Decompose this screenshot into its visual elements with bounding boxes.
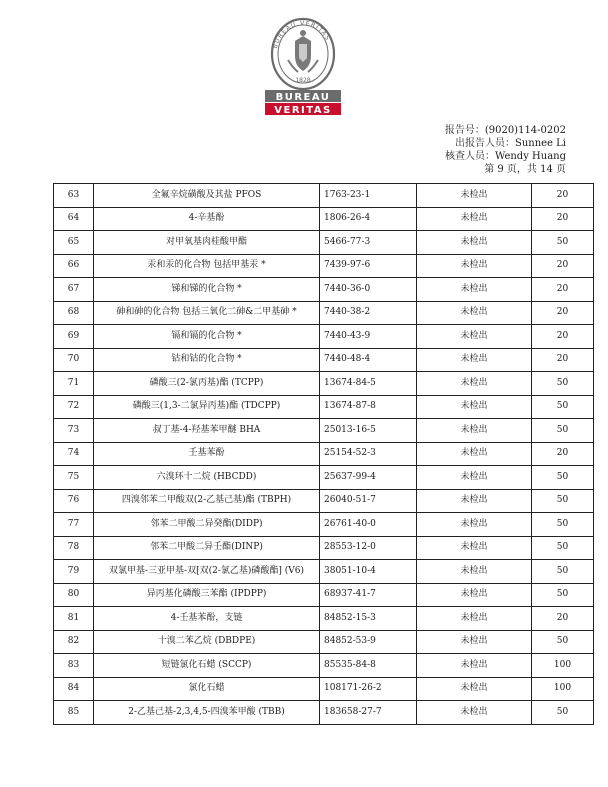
limit-value: 50 <box>532 536 594 560</box>
substance-name: 锑和锑的化合物 * <box>94 278 320 302</box>
issued-by: 出报告人员：Sunnee Li <box>454 138 566 149</box>
cas-number: 85535-84-8 <box>320 654 417 678</box>
table-row <box>54 677 594 701</box>
item-number: 75 <box>54 466 94 490</box>
test-result: 未检出 <box>417 207 532 231</box>
item-number: 64 <box>54 207 94 231</box>
item-number: 81 <box>54 607 94 631</box>
test-result: 未检出 <box>417 231 532 255</box>
limit-value: 50 <box>532 630 594 654</box>
item-number: 84 <box>54 677 94 701</box>
test-result: 未检出 <box>417 701 532 725</box>
limit-value: 20 <box>532 607 594 631</box>
table-row <box>54 372 594 396</box>
report-header-info <box>445 124 566 176</box>
table-row <box>54 513 594 537</box>
cas-number: 13674-84-5 <box>320 372 417 396</box>
table-row <box>54 489 594 513</box>
substance-name: 磷酸三(2-氯丙基)酯 (TCPP) <box>94 372 320 396</box>
table-row <box>54 395 594 419</box>
test-result: 未检出 <box>417 560 532 584</box>
test-results-table <box>53 183 594 725</box>
substance-name: 邻苯二甲酸二异癸酯(DIDP) <box>94 513 320 537</box>
table-row <box>54 466 594 490</box>
table-row <box>54 536 594 560</box>
cas-number: 25154-52-3 <box>320 442 417 466</box>
substance-name: 叔丁基-4-羟基苯甲醚 BHA <box>94 419 320 443</box>
item-number: 73 <box>54 419 94 443</box>
limit-value: 50 <box>532 583 594 607</box>
substance-name: 六溴环十二烷 (HBCDD) <box>94 466 320 490</box>
table-row <box>54 607 594 631</box>
limit-value: 20 <box>532 325 594 349</box>
cas-number: 7440-48-4 <box>320 348 417 372</box>
substance-name: 邻苯二甲酸二异壬酯(DINP) <box>94 536 320 560</box>
item-number: 83 <box>54 654 94 678</box>
cas-number: 26040-51-7 <box>320 489 417 513</box>
cas-number: 84852-53-9 <box>320 630 417 654</box>
cas-number: 26761-40-0 <box>320 513 417 537</box>
table-row <box>54 419 594 443</box>
checked-by: 核查人员：Wendy Huang <box>444 151 566 162</box>
limit-value: 50 <box>532 419 594 443</box>
test-result: 未检出 <box>417 395 532 419</box>
item-number: 70 <box>54 348 94 372</box>
substance-name: 十溴二苯乙烷 (DBDPE) <box>94 630 320 654</box>
test-result: 未检出 <box>417 278 532 302</box>
seal-arc-text: BUREAU VERITAS <box>271 19 332 50</box>
cas-number: 28553-12-0 <box>320 536 417 560</box>
limit-value: 50 <box>532 395 594 419</box>
seal-year: 1828 <box>295 77 311 84</box>
table-row <box>54 654 594 678</box>
bureau-veritas-seal-icon <box>258 16 348 118</box>
limit-value: 100 <box>532 654 594 678</box>
substance-name: 短链氯化石蜡 (SCCP) <box>94 654 320 678</box>
item-number: 76 <box>54 489 94 513</box>
cas-number: 25637-99-4 <box>320 466 417 490</box>
item-number: 77 <box>54 513 94 537</box>
substance-name: 对甲氧基肉桂酸甲酯 <box>94 231 320 255</box>
cas-number: 84852-15-3 <box>320 607 417 631</box>
test-result: 未检出 <box>417 607 532 631</box>
test-result: 未检出 <box>417 677 532 701</box>
table-row <box>54 278 594 302</box>
item-number: 82 <box>54 630 94 654</box>
report-number: 报告号：(9020)114-0202 <box>444 125 566 136</box>
limit-value: 20 <box>532 278 594 302</box>
limit-value: 50 <box>532 701 594 725</box>
bureau-veritas-logo <box>258 16 348 118</box>
substance-name: 双氯甲基-三亚甲基-双[双(2-氯乙基)磷酸酯] (V6) <box>94 560 320 584</box>
table-row <box>54 348 594 372</box>
cas-number: 25013-16-5 <box>320 419 417 443</box>
cas-number: 1763-23-1 <box>320 184 417 208</box>
test-results-body <box>54 184 594 725</box>
cas-number: 38051-10-4 <box>320 560 417 584</box>
table-row <box>54 583 594 607</box>
page-number: 第 9 页，共 14 页 <box>484 164 566 175</box>
item-number: 72 <box>54 395 94 419</box>
test-result: 未检出 <box>417 654 532 678</box>
limit-value: 20 <box>532 184 594 208</box>
item-number: 71 <box>54 372 94 396</box>
table-row <box>54 231 594 255</box>
test-result: 未检出 <box>417 372 532 396</box>
cas-number: 5466-77-3 <box>320 231 417 255</box>
limit-value: 50 <box>532 231 594 255</box>
limit-value: 20 <box>532 301 594 325</box>
item-number: 65 <box>54 231 94 255</box>
table-row <box>54 184 594 208</box>
brand-line-2: VERITAS <box>274 105 332 116</box>
substance-name: 四溴邻苯二甲酸双(2-乙基己基)酯 (TBPH) <box>94 489 320 513</box>
substance-name: 2-乙基己基-2,3,4,5-四溴苯甲酸 (TBB) <box>94 701 320 725</box>
substance-name: 钴和钴的化合物 * <box>94 348 320 372</box>
limit-value: 50 <box>532 372 594 396</box>
substance-name: 4-辛基酚 <box>94 207 320 231</box>
substance-name: 砷和砷的化合物 包括三氧化二砷&二甲基砷 * <box>94 301 320 325</box>
item-number: 74 <box>54 442 94 466</box>
table-row <box>54 442 594 466</box>
item-number: 85 <box>54 701 94 725</box>
item-number: 66 <box>54 254 94 278</box>
limit-value: 20 <box>532 254 594 278</box>
cas-number: 7440-38-2 <box>320 301 417 325</box>
limit-value: 50 <box>532 513 594 537</box>
table-row <box>54 560 594 584</box>
cas-number: 7440-36-0 <box>320 278 417 302</box>
test-result: 未检出 <box>417 489 532 513</box>
table-row <box>54 254 594 278</box>
item-number: 79 <box>54 560 94 584</box>
table-row <box>54 325 594 349</box>
substance-name: 磷酸三(1,3-二氯异丙基)酯 (TDCPP) <box>94 395 320 419</box>
test-result: 未检出 <box>417 442 532 466</box>
limit-value: 20 <box>532 348 594 372</box>
test-result: 未检出 <box>417 536 532 560</box>
cas-number: 183658-27-7 <box>320 701 417 725</box>
limit-value: 50 <box>532 560 594 584</box>
cas-number: 68937-41-7 <box>320 583 417 607</box>
substance-name: 壬基苯酚 <box>94 442 320 466</box>
table-row <box>54 301 594 325</box>
cas-number: 1806-26-4 <box>320 207 417 231</box>
cas-number: 7440-43-9 <box>320 325 417 349</box>
limit-value: 100 <box>532 677 594 701</box>
limit-value: 20 <box>532 442 594 466</box>
test-result: 未检出 <box>417 466 532 490</box>
substance-name: 镉和镉的化合物 * <box>94 325 320 349</box>
limit-value: 20 <box>532 207 594 231</box>
table-row <box>54 701 594 725</box>
cas-number: 108171-26-2 <box>320 677 417 701</box>
table-row <box>54 207 594 231</box>
table-row <box>54 630 594 654</box>
substance-name: 氯化石蜡 <box>94 677 320 701</box>
substance-name: 异丙基化磷酸三苯酯 (IPDPP) <box>94 583 320 607</box>
limit-value: 50 <box>532 489 594 513</box>
item-number: 68 <box>54 301 94 325</box>
test-result: 未检出 <box>417 630 532 654</box>
brand-line-1: BUREAU <box>275 92 331 103</box>
cas-number: 13674-87-8 <box>320 395 417 419</box>
test-result: 未检出 <box>417 325 532 349</box>
item-number: 78 <box>54 536 94 560</box>
item-number: 80 <box>54 583 94 607</box>
substance-name: 4-壬基苯酚，支链 <box>94 607 320 631</box>
substance-name: 全氟辛烷磺酸及其盐 PFOS <box>94 184 320 208</box>
item-number: 67 <box>54 278 94 302</box>
item-number: 63 <box>54 184 94 208</box>
test-result: 未检出 <box>417 184 532 208</box>
cas-number: 7439-97-6 <box>320 254 417 278</box>
test-result: 未检出 <box>417 301 532 325</box>
item-number: 69 <box>54 325 94 349</box>
limit-value: 50 <box>532 466 594 490</box>
test-result: 未检出 <box>417 513 532 537</box>
test-result: 未检出 <box>417 583 532 607</box>
test-result: 未检出 <box>417 254 532 278</box>
substance-name: 汞和汞的化合物 包括甲基汞 * <box>94 254 320 278</box>
test-result: 未检出 <box>417 419 532 443</box>
test-result: 未检出 <box>417 348 532 372</box>
